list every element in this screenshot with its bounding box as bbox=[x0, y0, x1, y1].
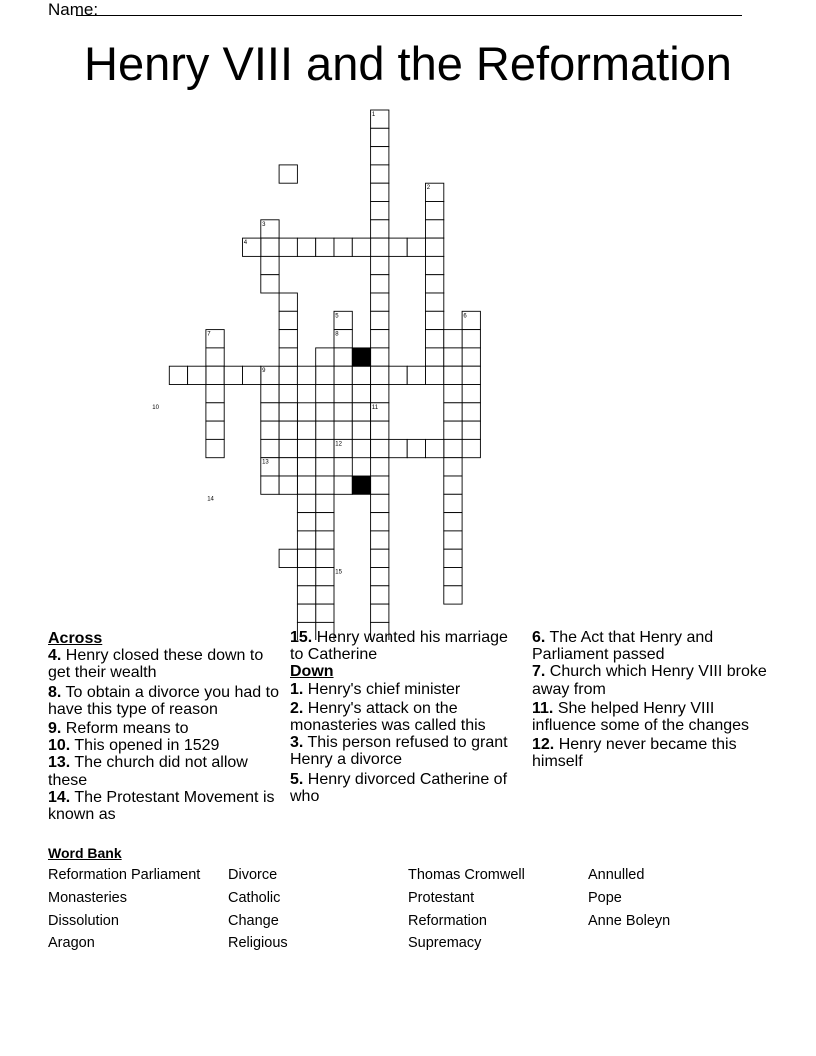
clues-column-2 bbox=[290, 629, 515, 807]
down-clues-column-3 bbox=[532, 629, 772, 773]
clue-down-11: 11. She helped Henry VIII influence some of the changes bbox=[532, 699, 750, 735]
word-bank-word: Reformation bbox=[408, 913, 487, 929]
clue-down-2: 2. Henry's attack on the monasteries was called this bbox=[290, 699, 486, 735]
clue-number: 6 bbox=[463, 313, 467, 320]
crossword-cell[interactable] bbox=[279, 165, 297, 183]
crossword-cell[interactable] bbox=[297, 366, 315, 384]
crossword-cell[interactable] bbox=[371, 220, 389, 238]
crossword-cell[interactable] bbox=[297, 586, 315, 604]
word-bank-word: Supremacy bbox=[408, 935, 482, 951]
crossword-cell[interactable] bbox=[297, 604, 315, 622]
clue-across-9: 9. Reform means to bbox=[48, 720, 189, 738]
word-bank-word: Aragon bbox=[48, 935, 95, 951]
crossword-cell[interactable] bbox=[352, 238, 370, 256]
crossword-cell[interactable] bbox=[371, 476, 389, 494]
crossword-cell[interactable] bbox=[279, 311, 297, 329]
crossword-cell[interactable] bbox=[224, 366, 242, 384]
crossword-cell[interactable] bbox=[371, 165, 389, 183]
clue-across-15: 15. Henry wanted his marriage to Catherine bbox=[290, 629, 508, 664]
crossword-cell[interactable] bbox=[426, 330, 444, 348]
crossword-cell[interactable] bbox=[279, 238, 297, 256]
crossword-cell[interactable] bbox=[316, 513, 334, 531]
crossword-cell[interactable] bbox=[444, 385, 462, 403]
crossword-cell[interactable] bbox=[169, 366, 187, 384]
clue-across-8: 8. To obtain a divorce you had to have this type of reason bbox=[48, 683, 279, 718]
crossword-cell[interactable] bbox=[206, 385, 224, 403]
clue-number: 13 bbox=[262, 459, 269, 466]
crossword-cell[interactable] bbox=[316, 421, 334, 439]
crossword-cell[interactable] bbox=[297, 549, 315, 567]
crossword-cell[interactable] bbox=[371, 183, 389, 201]
clue-number: 3 bbox=[262, 221, 266, 228]
clue-down-1: 1. Henry's chief minister bbox=[290, 680, 461, 698]
clue-number: 7 bbox=[207, 331, 211, 338]
crossword-cell[interactable] bbox=[316, 348, 334, 366]
crossword-cell[interactable] bbox=[407, 366, 425, 384]
crossword-cell[interactable] bbox=[279, 330, 297, 348]
crossword-cell[interactable] bbox=[261, 439, 279, 457]
crossword-cell[interactable] bbox=[279, 458, 297, 476]
crossword-cell[interactable] bbox=[371, 385, 389, 403]
crossword-cell[interactable] bbox=[316, 439, 334, 457]
clue-number: 12 bbox=[335, 441, 342, 448]
crossword-cell[interactable] bbox=[206, 439, 224, 457]
crossword-cell[interactable] bbox=[297, 476, 315, 494]
crossword-cell[interactable] bbox=[462, 366, 480, 384]
crossword-cell[interactable] bbox=[371, 366, 389, 384]
crossword-cell[interactable] bbox=[206, 421, 224, 439]
crossword-cell[interactable] bbox=[316, 568, 334, 586]
clue-down-5: 5. Henry divorced Catherine of who bbox=[290, 770, 508, 805]
crossword-cell[interactable] bbox=[371, 531, 389, 549]
crossword-cell[interactable] bbox=[297, 494, 315, 512]
crossword-cell[interactable] bbox=[371, 202, 389, 220]
crossword-cell[interactable] bbox=[444, 421, 462, 439]
crossword-cell[interactable] bbox=[297, 403, 315, 421]
clue-number: 10 bbox=[152, 404, 159, 411]
crossword-cell[interactable] bbox=[297, 238, 315, 256]
crossword-cell[interactable] bbox=[334, 348, 352, 366]
crossword-cell[interactable] bbox=[426, 311, 444, 329]
word-bank-word: Change bbox=[228, 913, 279, 929]
crossword-cell[interactable] bbox=[389, 366, 407, 384]
crossword-cell[interactable] bbox=[444, 439, 462, 457]
crossword-block bbox=[352, 348, 370, 366]
clue-down-7: 7. Church which Henry VIII broke away from bbox=[532, 663, 767, 698]
crossword-cell[interactable] bbox=[371, 549, 389, 567]
clue-number: 11 bbox=[371, 404, 379, 411]
crossword-cell[interactable] bbox=[352, 421, 370, 439]
crossword-cell[interactable] bbox=[426, 439, 444, 457]
crossword-cell[interactable] bbox=[462, 439, 480, 457]
crossword-cell[interactable] bbox=[371, 458, 389, 476]
clue-number: 1 bbox=[371, 112, 376, 118]
word-bank-word: Divorce bbox=[228, 867, 278, 883]
crossword-cell[interactable] bbox=[316, 476, 334, 494]
down-heading: Down bbox=[290, 663, 334, 681]
crossword-cell[interactable] bbox=[371, 256, 389, 274]
crossword-cell[interactable] bbox=[462, 385, 480, 403]
clue-number: 14 bbox=[207, 496, 214, 503]
crossword-cell[interactable] bbox=[188, 366, 206, 384]
crossword-cell[interactable] bbox=[316, 385, 334, 403]
word-bank-word: Dissolution bbox=[48, 913, 119, 929]
name-label: Name: bbox=[48, 0, 99, 19]
crossword-cell[interactable] bbox=[426, 275, 444, 293]
crossword-cell[interactable] bbox=[426, 348, 444, 366]
crossword-cell[interactable] bbox=[261, 476, 279, 494]
word-bank-word: Protestant bbox=[408, 890, 475, 906]
crossword-cell[interactable] bbox=[371, 311, 389, 329]
crossword-cell[interactable] bbox=[371, 275, 389, 293]
crossword-cell[interactable] bbox=[371, 586, 389, 604]
crossword-cell[interactable] bbox=[371, 330, 389, 348]
page-title: Henry VIII and the Reformation bbox=[84, 37, 732, 90]
clue-across-13: 13. The church did not allow these bbox=[48, 754, 248, 789]
word-bank-word: Catholic bbox=[228, 890, 281, 906]
crossword-cell[interactable] bbox=[426, 293, 444, 311]
crossword-cell[interactable] bbox=[206, 403, 224, 421]
crossword-cell[interactable] bbox=[297, 568, 315, 586]
word-bank-title: Word Bank bbox=[48, 845, 122, 861]
crossword-cell[interactable] bbox=[316, 531, 334, 549]
crossword-cell[interactable] bbox=[334, 421, 352, 439]
crossword-cell[interactable] bbox=[352, 385, 370, 403]
across-clues-column-1 bbox=[48, 629, 284, 825]
clue-down-6: 6. The Act that Henry and Parliament passed bbox=[532, 629, 714, 664]
crossword-cell[interactable] bbox=[444, 458, 462, 476]
crossword-cell[interactable] bbox=[334, 458, 352, 476]
crossword-cell[interactable] bbox=[426, 202, 444, 220]
crossword-cell[interactable] bbox=[334, 385, 352, 403]
crossword-cell[interactable] bbox=[297, 513, 315, 531]
crossword-cell[interactable] bbox=[371, 348, 389, 366]
crossword-cell[interactable] bbox=[371, 568, 389, 586]
crossword-cell[interactable] bbox=[462, 421, 480, 439]
clue-number: 15 bbox=[335, 569, 342, 576]
crossword-cell[interactable] bbox=[462, 348, 480, 366]
crossword-cell[interactable] bbox=[261, 238, 279, 256]
word-bank-word: Anne Boleyn bbox=[588, 913, 671, 929]
crossword-cell[interactable] bbox=[206, 366, 224, 384]
crossword-cell[interactable] bbox=[352, 403, 370, 421]
crossword-cell[interactable] bbox=[444, 403, 462, 421]
clue-across-14: 14. The Protestant Movement is known as bbox=[48, 788, 275, 824]
crossword-cell[interactable] bbox=[279, 348, 297, 366]
crossword-cell[interactable] bbox=[279, 476, 297, 494]
crossword-cell[interactable] bbox=[261, 403, 279, 421]
crossword-cell[interactable] bbox=[462, 403, 480, 421]
crossword-cell[interactable] bbox=[352, 439, 370, 457]
crossword-cell[interactable] bbox=[297, 458, 315, 476]
word-bank-word: Thomas Cromwell bbox=[408, 867, 525, 883]
crossword-cell[interactable] bbox=[371, 439, 389, 457]
clue-number: 5 bbox=[335, 313, 339, 320]
clue-number: 2 bbox=[426, 185, 431, 192]
crossword-cell[interactable] bbox=[444, 476, 462, 494]
clue-down-3: 3. This person refused to grant Henry a divorce bbox=[290, 734, 508, 769]
crossword-cell[interactable] bbox=[426, 366, 444, 384]
word-bank-word: Annulled bbox=[588, 867, 645, 883]
crossword-cell[interactable] bbox=[371, 238, 389, 256]
crossword-cell[interactable] bbox=[426, 220, 444, 238]
crossword-cell[interactable] bbox=[297, 421, 315, 439]
clue-across-10: 10. This opened in 1529 bbox=[48, 737, 220, 755]
clue-across-4: 4. Henry closed these down to get their wealth bbox=[48, 647, 264, 682]
crossword-cell[interactable] bbox=[297, 439, 315, 457]
word-bank-word: Reformation Parliament bbox=[48, 867, 201, 883]
crossword-cell[interactable] bbox=[316, 586, 334, 604]
clue-number: 9 bbox=[262, 368, 266, 375]
crossword-cell[interactable] bbox=[297, 531, 315, 549]
crossword-cell[interactable] bbox=[261, 385, 279, 403]
crossword-cell[interactable] bbox=[407, 238, 425, 256]
crossword-cell[interactable] bbox=[462, 330, 480, 348]
crossword-cell[interactable] bbox=[371, 604, 389, 622]
crossword-cell[interactable] bbox=[334, 366, 352, 384]
crossword-cell[interactable] bbox=[206, 348, 224, 366]
word-bank-word: Monasteries bbox=[48, 890, 127, 906]
crossword-cell[interactable] bbox=[316, 238, 334, 256]
crossword-cell[interactable] bbox=[316, 403, 334, 421]
crossword-block bbox=[352, 476, 370, 494]
crossword-cell[interactable] bbox=[444, 586, 462, 604]
crossword-cell[interactable] bbox=[316, 458, 334, 476]
crossword-cell[interactable] bbox=[426, 238, 444, 256]
crossword-cell[interactable] bbox=[334, 476, 352, 494]
word-bank-word: Pope bbox=[588, 890, 622, 906]
clue-number: 8 bbox=[335, 331, 339, 338]
crossword-cell[interactable] bbox=[261, 275, 279, 293]
crossword-cell[interactable] bbox=[371, 494, 389, 512]
crossword-cell[interactable] bbox=[389, 238, 407, 256]
crossword-cell[interactable] bbox=[371, 128, 389, 146]
clue-number: 4 bbox=[243, 240, 248, 247]
crossword-cell[interactable] bbox=[371, 513, 389, 531]
crossword-cell[interactable] bbox=[261, 421, 279, 439]
crossword-cell[interactable] bbox=[316, 366, 334, 384]
crossword-cell[interactable] bbox=[444, 549, 462, 567]
crossword-cell[interactable] bbox=[371, 147, 389, 165]
crossword-cell[interactable] bbox=[444, 366, 462, 384]
crossword-cell[interactable] bbox=[444, 531, 462, 549]
crossword-cell[interactable] bbox=[444, 494, 462, 512]
crossword-cell[interactable] bbox=[444, 513, 462, 531]
crossword-cell[interactable] bbox=[389, 439, 407, 457]
crossword-cell[interactable] bbox=[279, 385, 297, 403]
crossword-cell[interactable] bbox=[444, 330, 462, 348]
crossword-cell[interactable] bbox=[261, 256, 279, 274]
crossword-cell[interactable] bbox=[352, 366, 370, 384]
crossword-cell[interactable] bbox=[371, 421, 389, 439]
crossword-cell[interactable] bbox=[279, 549, 297, 567]
crossword-cell[interactable] bbox=[426, 256, 444, 274]
crossword-cell[interactable] bbox=[316, 494, 334, 512]
crossword-cell[interactable] bbox=[334, 403, 352, 421]
crossword-cell[interactable] bbox=[316, 549, 334, 567]
crossword-cell[interactable] bbox=[279, 366, 297, 384]
crossword-cell[interactable] bbox=[444, 348, 462, 366]
crossword-cell[interactable] bbox=[279, 439, 297, 457]
crossword-cell[interactable] bbox=[243, 366, 261, 384]
word-bank-word: Religious bbox=[228, 935, 288, 951]
crossword-cell[interactable] bbox=[279, 403, 297, 421]
clue-down-12: 12. Henry never became this himself bbox=[532, 736, 737, 771]
crossword-cell[interactable] bbox=[279, 421, 297, 439]
crossword-cell[interactable] bbox=[334, 238, 352, 256]
crossword-cell[interactable] bbox=[407, 439, 425, 457]
crossword-cell[interactable] bbox=[316, 604, 334, 622]
crossword-cell[interactable] bbox=[279, 293, 297, 311]
across-heading: Across bbox=[48, 630, 103, 647]
crossword-cell[interactable] bbox=[371, 293, 389, 311]
crossword-cell[interactable] bbox=[444, 568, 462, 586]
